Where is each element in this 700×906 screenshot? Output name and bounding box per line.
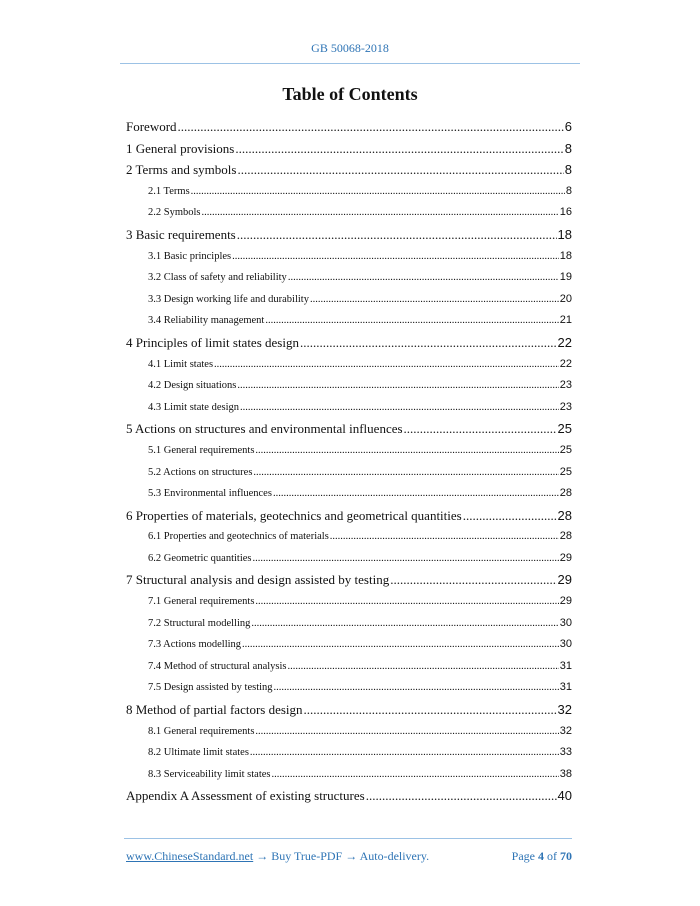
toc-section-entry[interactable] [126, 354, 572, 376]
page-prefix: Page [511, 849, 535, 863]
toc-entry-label: 5.3 Environmental influences [148, 488, 272, 500]
toc-section-entry[interactable] [126, 440, 572, 462]
toc-entry-label: 1 General provisions [126, 140, 235, 156]
toc-chapter-entry[interactable] [126, 699, 572, 721]
page-title: Table of Contents [282, 84, 418, 104]
toc-entry-label: 4.2 Design situations [148, 380, 237, 392]
toc-entry-page: 22 [559, 357, 572, 370]
toc-dot-leader [235, 138, 563, 160]
toc-entry-label: 8.2 Ultimate limit states [148, 747, 249, 759]
toc-entry-page: 30 [559, 616, 572, 629]
toc-entry-label: 7.1 General requirements [148, 596, 255, 608]
toc-dot-leader [232, 246, 559, 268]
toc-dot-leader [300, 332, 557, 354]
toc-entry-page: 25 [559, 443, 572, 456]
toc-dot-leader [273, 483, 559, 505]
toc-entry-label: 8.3 Serviceability limit states [148, 768, 271, 780]
toc-section-entry[interactable] [126, 634, 572, 656]
toc-entry-page: 32 [557, 702, 572, 718]
toc-dot-leader [250, 742, 559, 764]
toc-section-entry[interactable] [126, 764, 572, 786]
toc-entry-label: Appendix A Assessment of existing structures [126, 788, 365, 804]
toc-entry-page: 29 [559, 551, 572, 564]
toc-entry-page: 25 [559, 465, 572, 478]
toc-section-entry[interactable] [126, 742, 572, 764]
toc-dot-leader [214, 354, 559, 376]
toc-chapter-entry[interactable] [126, 138, 572, 160]
toc-entry-page: 20 [559, 292, 572, 305]
toc-dot-leader [255, 721, 558, 743]
toc-section-entry[interactable] [126, 246, 572, 268]
toc-dot-leader [366, 785, 557, 807]
header-divider [120, 63, 580, 64]
toc-entry-label: 4 Principles of limit states design [126, 334, 299, 350]
toc-chapter-entry[interactable] [126, 224, 572, 246]
table-of-contents [126, 116, 572, 807]
page-footer [126, 849, 572, 864]
toc-section-entry[interactable] [126, 267, 572, 289]
toc-section-entry[interactable] [126, 202, 572, 224]
toc-chapter-entry[interactable] [126, 785, 572, 807]
toc-entry-label: 6 Properties of materials, geotechnics and geometrical quantities [126, 507, 462, 523]
toc-entry-page: 28 [559, 530, 572, 543]
toc-dot-leader [237, 375, 558, 397]
toc-dot-leader [288, 267, 559, 289]
toc-dot-leader [463, 505, 557, 527]
toc-entry-label: 7.2 Structural modelling [148, 617, 251, 629]
toc-dot-leader [390, 569, 556, 591]
toc-entry-label: 3.2 Class of safety and reliability [148, 272, 287, 284]
toc-chapter-entry[interactable] [126, 505, 572, 527]
toc-entry-page: 8 [565, 184, 572, 197]
toc-section-entry[interactable] [126, 397, 572, 419]
toc-chapter-entry[interactable] [126, 332, 572, 354]
footer-promo [126, 849, 429, 864]
toc-entry-label: 5.2 Actions on structures [148, 466, 253, 478]
toc-entry-page: 19 [559, 271, 572, 284]
toc-entry-page: 31 [559, 681, 572, 694]
toc-entry-label: 7.3 Actions modelling [148, 639, 242, 651]
toc-dot-leader [304, 699, 557, 721]
toc-dot-leader [330, 526, 559, 548]
toc-entry-page: 32 [559, 724, 572, 737]
toc-dot-leader [251, 613, 558, 635]
toc-chapter-entry[interactable] [126, 159, 572, 181]
toc-dot-leader [253, 462, 558, 484]
page-number [512, 849, 572, 864]
toc-dot-leader [274, 677, 559, 699]
toc-entry-page: 21 [559, 314, 572, 327]
toc-entry-page: 18 [559, 249, 572, 262]
toc-dot-leader [253, 548, 559, 570]
toc-entry-label: 2.1 Terms [148, 185, 190, 197]
toc-entry-page: 40 [557, 788, 572, 804]
toc-entry-label: 2 Terms and symbols [126, 162, 237, 178]
toc-entry-label: Foreword [126, 119, 177, 134]
promo-text: → Buy True-PDF → Auto-delivery. [253, 849, 430, 863]
toc-dot-leader [237, 224, 557, 246]
toc-entry-page: 8 [564, 162, 572, 178]
toc-entry-page: 25 [557, 421, 572, 437]
toc-entry-label: 8 Method of partial factors design [126, 702, 303, 718]
toc-entry-label: 4.1 Limit states [148, 358, 214, 370]
toc-entry-label: 5 Actions on structures and environmental influences [126, 421, 403, 437]
toc-section-entry[interactable] [126, 289, 572, 311]
toc-entry-page: 18 [557, 226, 572, 242]
toc-dot-leader [271, 764, 558, 786]
toc-section-entry[interactable] [126, 181, 572, 203]
toc-entry-page: 29 [559, 595, 572, 608]
toc-entry-page: 23 [559, 379, 572, 392]
toc-entry-label: 8.1 General requirements [148, 725, 255, 737]
toc-dot-leader [178, 116, 564, 138]
toc-section-entry[interactable] [126, 591, 572, 613]
toc-entry-label: 7.5 Design assisted by testing [148, 682, 273, 694]
toc-entry-page: 22 [557, 334, 572, 350]
toc-entry-page: 23 [559, 400, 572, 413]
toc-dot-leader [255, 440, 558, 462]
page-current: 4 [538, 849, 544, 863]
toc-section-entry[interactable] [126, 310, 572, 332]
toc-chapter-entry[interactable] [126, 569, 572, 591]
toc-dot-leader [265, 310, 558, 332]
website-link[interactable]: www.ChineseStandard.net [126, 849, 254, 863]
toc-entry-label: 5.1 General requirements [148, 444, 255, 456]
toc-entry-page: 8 [564, 140, 572, 156]
toc-chapter-entry[interactable] [126, 116, 572, 138]
toc-entry-page: 16 [559, 206, 572, 219]
toc-dot-leader [191, 181, 565, 203]
page-of: of [547, 849, 557, 863]
toc-dot-leader [240, 397, 559, 419]
toc-entry-label: 6.2 Geometric quantities [148, 552, 252, 564]
toc-entry-label: 3.1 Basic principles [148, 250, 232, 262]
toc-section-entry[interactable] [126, 462, 572, 484]
toc-entry-page: 29 [557, 572, 572, 588]
toc-dot-leader [288, 656, 559, 678]
toc-section-entry[interactable] [126, 526, 572, 548]
toc-dot-leader [255, 591, 558, 613]
toc-entry-page: 31 [559, 659, 572, 672]
toc-entry-label: 3.3 Design working life and durability [148, 293, 309, 305]
toc-dot-leader [237, 159, 563, 181]
toc-section-entry[interactable] [126, 613, 572, 635]
toc-entry-label: 7.4 Method of structural analysis [148, 660, 287, 672]
toc-section-entry[interactable] [126, 656, 572, 678]
toc-entry-label: 3.4 Reliability management [148, 315, 265, 327]
toc-entry-label: 3 Basic requirements [126, 226, 236, 242]
toc-entry-label: 2.2 Symbols [148, 207, 201, 219]
page-header-code: GB 50068-2018 [311, 41, 389, 55]
toc-entry-label: 6.1 Properties and geotechnics of materials [148, 531, 329, 543]
toc-entry-label: 7 Structural analysis and design assisted by testing [126, 572, 390, 588]
toc-entry-page: 28 [557, 507, 572, 523]
footer-divider [124, 838, 572, 839]
toc-section-entry[interactable] [126, 677, 572, 699]
toc-chapter-entry[interactable] [126, 418, 572, 440]
toc-entry-page: 38 [559, 767, 572, 780]
toc-entry-page: 33 [559, 746, 572, 759]
page-total: 70 [560, 849, 572, 863]
toc-entry-page: 6 [564, 119, 572, 134]
toc-entry-label: 4.3 Limit state design [148, 401, 239, 413]
toc-dot-leader [310, 289, 559, 311]
toc-section-entry[interactable] [126, 548, 572, 570]
toc-entry-page: 30 [559, 638, 572, 651]
toc-dot-leader [242, 634, 559, 656]
toc-section-entry[interactable] [126, 375, 572, 397]
toc-section-entry[interactable] [126, 483, 572, 505]
toc-entry-page: 28 [559, 487, 572, 500]
toc-section-entry[interactable] [126, 721, 572, 743]
toc-dot-leader [404, 418, 557, 440]
toc-dot-leader [202, 202, 559, 224]
